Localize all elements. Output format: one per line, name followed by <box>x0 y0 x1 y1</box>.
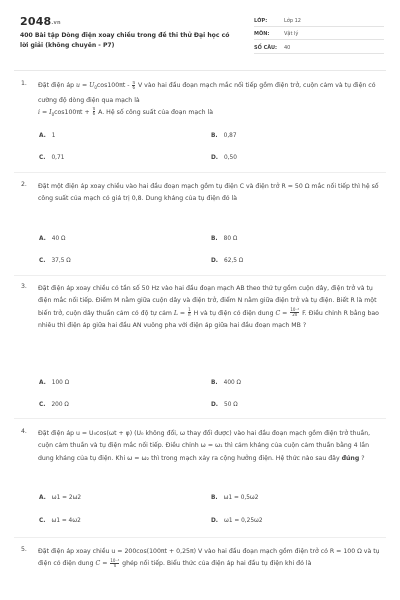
meta-divider <box>254 53 384 54</box>
option-d[interactable] <box>211 402 238 408</box>
question-number: 4. <box>21 428 27 435</box>
question-number: 1. <box>21 80 27 87</box>
option-text: 100 Ω <box>51 380 70 386</box>
text-segment: A. Hệ số công suất của đoạn mạch là <box>96 108 214 116</box>
fraction-denominator: 6 <box>92 111 96 117</box>
option-text: ω1 = 2ω2 <box>51 495 82 501</box>
question-number: 5. <box>21 546 27 553</box>
question-separator <box>14 418 386 419</box>
option-text: ω1 = 0,5ω2 <box>223 495 259 501</box>
option-d[interactable] <box>211 518 263 524</box>
math-fraction <box>110 559 119 568</box>
option-letter: A. <box>39 236 46 242</box>
fraction-denominator: 2π <box>292 312 298 318</box>
option-letter: C. <box>39 518 46 524</box>
meta-count <box>254 45 384 51</box>
meta-subject <box>254 31 384 37</box>
text-segment: ? <box>359 454 365 462</box>
math-var: L <box>173 309 178 317</box>
option-text: ω1 = 0,25ω2 <box>224 518 263 524</box>
question-5 <box>21 546 386 596</box>
math-op: = <box>39 108 50 116</box>
fraction-denominator: π <box>113 562 116 568</box>
fraction-numerator: π <box>132 79 135 85</box>
option-letter: C. <box>39 402 46 408</box>
fraction-denominator: 6 <box>132 84 135 90</box>
math-op: = <box>100 560 110 568</box>
math-op: = <box>80 82 90 89</box>
math-fraction <box>93 107 96 116</box>
option-letter: B. <box>211 380 218 386</box>
option-b[interactable] <box>211 495 258 501</box>
question-separator <box>14 537 386 538</box>
math-expr: cos100πt <box>96 82 126 89</box>
option-text: 0,71 <box>51 155 65 161</box>
option-a[interactable] <box>39 236 65 242</box>
option-letter: A. <box>39 133 46 139</box>
question-3 <box>21 283 386 411</box>
math-expr: cos100πt <box>54 108 83 116</box>
option-text: 400 Ω <box>223 380 241 386</box>
option-text: 37,5 Ω <box>51 258 71 264</box>
math-var: I <box>49 108 52 116</box>
math-fraction <box>188 308 191 317</box>
text-segment: F. Điều chỉnh R bằng bao nhiêu thì điện áp giữa hai đầu AN vuông pha với điện áp giữa hai đầu đoạn mạch MB ? <box>38 309 379 329</box>
question-text <box>38 428 383 465</box>
text-segment: Đặt điện áp xoay chiều có tần số 50 Hz vào hai đầu đoạn mạch AB theo thứ tự gồm cuộn dây, điện trở và tụ điện mắc nối tiếp. Điểm M nằm giữa cuộn dây và điện trở, điểm N nằm giữa điện trở và tụ điện. Biết R là một biến trở, cuộn dây thuần cảm có độ tự cảm <box>38 285 377 317</box>
question-text <box>38 546 383 571</box>
meta-count-label: SỐ CÂU: <box>254 45 278 51</box>
math-fraction <box>290 308 299 317</box>
option-text: 0,87 <box>223 133 237 139</box>
option-d[interactable] <box>211 258 243 264</box>
question-number: 3. <box>21 283 27 290</box>
math-var: U <box>89 82 95 89</box>
option-d[interactable] <box>211 155 237 161</box>
math-var: C <box>95 560 101 568</box>
meta-class-value: Lớp 12 <box>284 18 301 24</box>
meta-class <box>254 18 384 24</box>
fraction-numerator: 1 <box>188 307 191 313</box>
question-1 <box>21 80 386 165</box>
meta-divider <box>254 39 384 40</box>
option-b[interactable] <box>211 133 237 139</box>
option-text: 62,5 Ω <box>224 258 244 264</box>
page-header <box>0 0 400 62</box>
question-text <box>38 283 383 332</box>
option-text: 0,50 <box>224 155 237 161</box>
math-fraction <box>132 81 135 90</box>
fraction-numerator: π <box>92 106 96 112</box>
meta-count-value: 40 <box>284 45 291 51</box>
question-text: Đặt điện áp $u = U_0\cos 100\pi t$ - $\frac{\pi}{6}$ V vào hai đầu đoạn mạch mắc nối tiếp gồm điện trở, cuộn cảm và tụ điện có cường độ dòng điện qua mạch là $i = I_0\cos 100\pi t$ + $\frac{\pi}{6}$ A. Hệ số công suất của đoạn mạch là <box>38 79 376 118</box>
math-var: i <box>38 108 40 116</box>
option-a[interactable] <box>39 380 69 386</box>
option-a[interactable] <box>39 495 81 501</box>
option-c[interactable] <box>39 155 64 161</box>
option-text: 200 Ω <box>51 402 69 408</box>
math-op: - <box>125 82 132 89</box>
option-b[interactable] <box>211 380 241 386</box>
option-c[interactable] <box>39 402 69 408</box>
fraction-denominator: π <box>188 312 191 318</box>
option-text: ω1 = 4ω2 <box>51 518 81 524</box>
meta-subject-label: MÔN: <box>254 31 270 37</box>
text-segment: Đặt điện áp xoay chiều u = 200cos(100πt + 0,25π) V vào hai đầu đoạn mạch gồm điện trở có R = 100 Ω và tụ điện có điện dung <box>38 548 380 568</box>
meta-subject-value: Vật lý <box>284 31 299 37</box>
option-text: 50 Ω <box>224 402 238 408</box>
option-letter: A. <box>39 495 46 501</box>
option-letter: B. <box>211 236 218 242</box>
option-c[interactable] <box>39 258 71 264</box>
option-a[interactable] <box>39 133 56 139</box>
question-4 <box>21 428 386 528</box>
math-op: + <box>82 108 92 116</box>
option-letter: D. <box>211 518 219 524</box>
question-text: Đặt một điện áp xoay chiều vào hai đầu đoạn mạch gồm tụ điện C và điện trở R = 50 Ω mắc nối tiếp thì hệ số công suất của mạch có giá trị 0,8. Dung kháng của tụ điện đó là <box>38 183 379 203</box>
emphasis-text: đúng <box>341 454 360 462</box>
option-letter: D. <box>211 258 219 264</box>
logo-text: 2048 <box>20 15 52 28</box>
option-c[interactable] <box>39 518 81 524</box>
logo-suffix: .vn <box>51 20 61 26</box>
option-letter: D. <box>211 155 219 161</box>
option-text: 40 Ω <box>51 236 66 242</box>
question-separator <box>14 275 386 276</box>
question-separator <box>14 172 386 173</box>
question-2 <box>21 181 386 267</box>
document-title: 400 Bài tập Dòng điện xoay chiều trong đề thi thử Đại học có lời giải (không chuyên - P7) <box>20 32 230 49</box>
text-segment: H và tụ điện có điện dung <box>191 309 276 317</box>
meta-class-label: LỚP: <box>254 18 268 24</box>
meta-divider <box>254 26 384 27</box>
option-letter: C. <box>39 258 46 264</box>
math-var: C <box>275 309 281 317</box>
fraction-numerator: 10⁻⁴ <box>290 307 300 313</box>
option-text: 1 <box>51 133 56 139</box>
header-divider <box>14 70 386 71</box>
text-segment: ghép nối tiếp. Biểu thức của điện áp hai đầu tụ điện khi đó là <box>120 560 312 568</box>
math-op: = <box>177 309 188 317</box>
text-segment: V vào hai đầu đoạn mạch mắc nối tiếp gồm điện trở, cuộn cảm và tụ điện có cường độ dòng điện qua mạch là <box>38 82 376 104</box>
option-text: 80 Ω <box>223 236 238 242</box>
question-number: 2. <box>21 181 27 188</box>
math-var: u <box>76 82 81 89</box>
option-letter: C. <box>39 155 46 161</box>
option-letter: A. <box>39 380 46 386</box>
text-segment: Đặt điện áp u = U₀cos(ωt + φ) (U₀ không đổi, ω thay đổi được) vào hai đầu đoạn mạch gồm điện trở thuần, cuộn cảm thuần và tụ điện mắc nối tiếp. Điều chỉnh ω = ω₁ thì cảm kháng của cuộn cảm thuần bằng 4 lần dung kháng của tụ điện. Khi ω = ω₂ thì trong mạch xảy ra cộng hưởng điện. Hệ thức nào sau đây <box>38 430 371 462</box>
option-letter: D. <box>211 402 219 408</box>
text-segment: Đặt điện áp <box>38 82 77 89</box>
fraction-numerator: 10⁻⁴ <box>110 557 120 563</box>
math-op: = <box>280 309 290 317</box>
option-b[interactable] <box>211 236 237 242</box>
site-logo[interactable] <box>20 15 61 28</box>
option-letter: B. <box>211 133 218 139</box>
option-letter: B. <box>211 495 218 501</box>
